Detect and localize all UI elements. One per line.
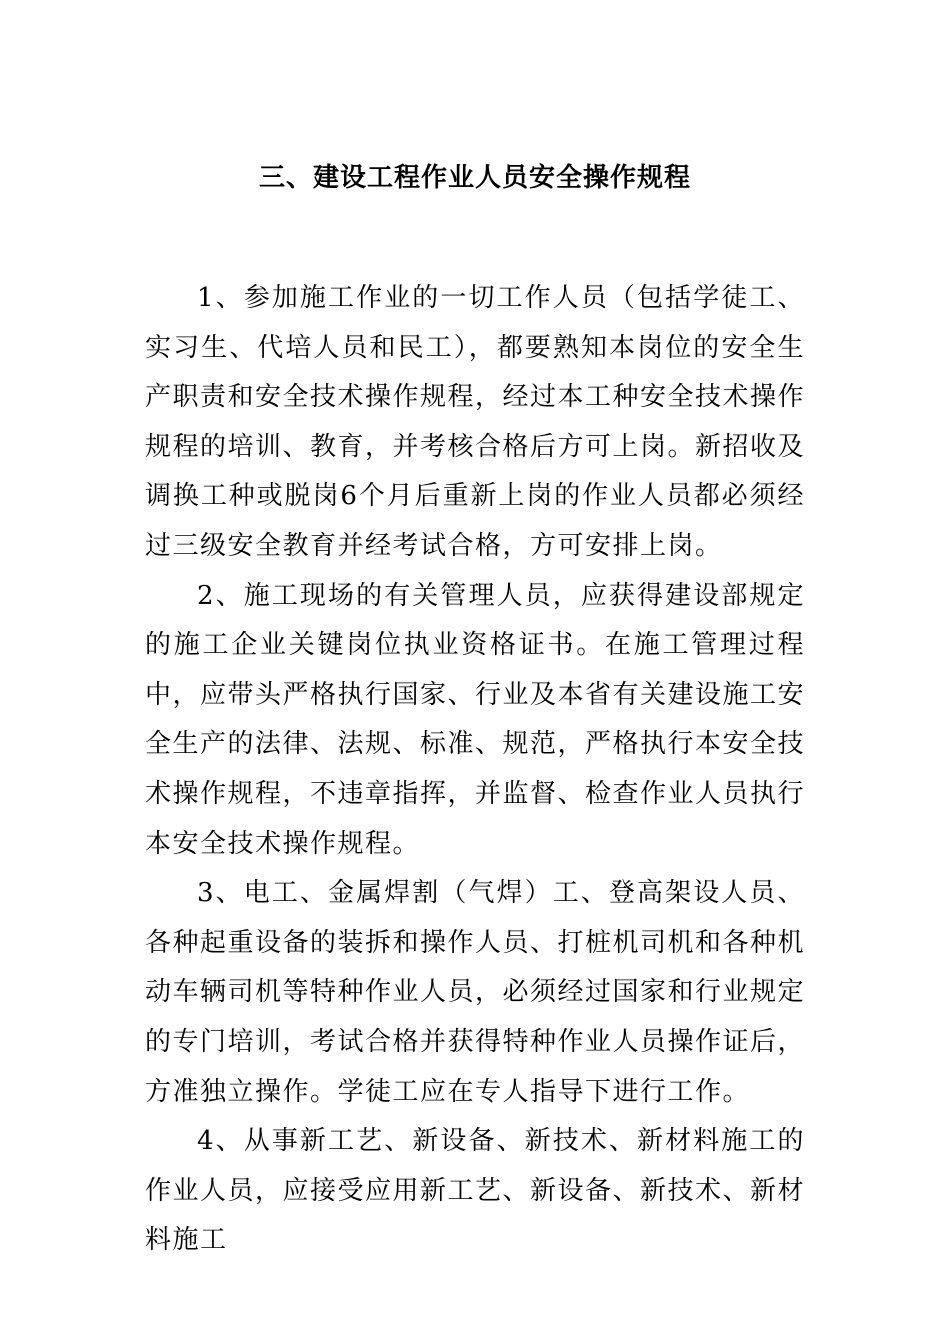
paragraph-2: 2、施工现场的有关管理人员，应获得建设部规定的施工企业关键岗位执业资格证书。在施工管理过程中，应带头严格执行国家、行业及本省有关建设施工安全生产的法律、法规、标准、规范，严格执行本安全技术操作规程，不违章指挥，并监督、检查作业人员执行本安全技术操作规程。 — [145, 580, 806, 859]
document-body — [145, 274, 805, 1266]
paragraph-4: 4、从事新工艺、新设备、新技术、新材料施工的作业人员，应接受应用新工艺、新设备、新技术、新材料施工 — [145, 1126, 806, 1256]
paragraph-3: 3、电工、金属焊割（气焊）工、登高架设人员、各种起重设备的装拆和操作人员、打桩机司机和各种机动车辆司机等特种作业人员，必须经过国家和行业规定的专门培训，考试合格并获得特种作业人员操作证后，方准独立操作。学徒工应在专人指导下进行工作。 — [145, 878, 806, 1107]
document-title: 三、建设工程作业人员安全操作规程 — [258, 163, 691, 193]
paragraph-1: 1、参加施工作业的一切工作人员（包括学徒工、实习生、代培人员和民工），都要熟知本岗位的安全生产职责和安全技术操作规程，经过本工种安全技术操作规程的培训、教育，并考核合格后方可上岗。新招收及调换工种或脱岗6个月后重新上岗的作业人员都必须经过三级安全教育并经考试合格，方可安排上岗。 — [145, 283, 806, 561]
